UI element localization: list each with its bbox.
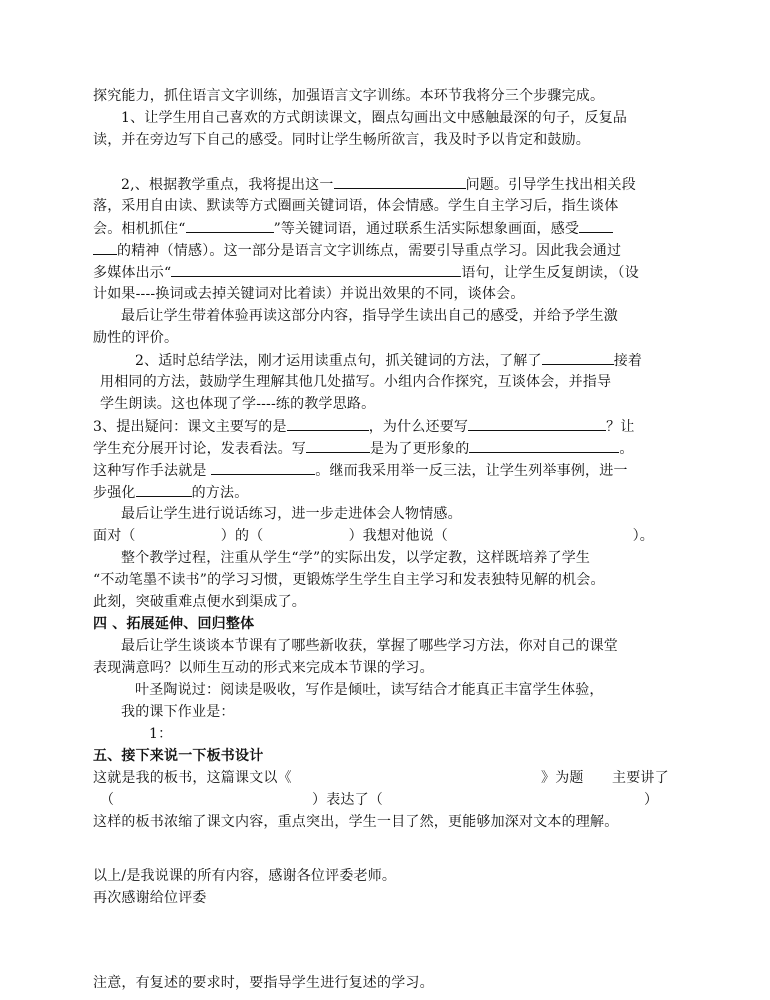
fill-blank[interactable] xyxy=(211,460,315,475)
summary-line1: 整个教学过程，注重从学生“学”的实际出发，以学定教，这样既培养了学生 xyxy=(121,550,591,566)
closing-line2: 再次感谢给位评委 xyxy=(93,890,207,906)
section5-text: 这就是我的板书，这篇课文以《 xyxy=(93,770,292,786)
step4-text: 3、提出疑问：课文主要写的是 xyxy=(93,419,287,435)
step3-line3: 学生朗读。这也体现了学----练的教学思路。 xyxy=(100,396,376,412)
step1-line1: 1、让学生用自己喜欢的方式朗读课文，圈点勾画出文中感触最深的句子，反复品 xyxy=(121,110,628,126)
section-heading-4: 四 、拓展延伸、回归整体 xyxy=(93,616,255,632)
fill-blank[interactable] xyxy=(469,438,619,453)
section4-line5: 1： xyxy=(149,726,173,742)
section5-line2 xyxy=(100,790,660,810)
step3-line2: 用相同的方法，鼓励学生理解其他几处描写。小组内合作探究，互谈体会，并指导 xyxy=(100,374,612,390)
section4-line2: 表现满意吗？以师生互动的形式来完成本节课的学习。 xyxy=(93,660,434,676)
section-heading-5: 五、接下来说一下板书设计 xyxy=(93,748,264,764)
fill-blank[interactable] xyxy=(468,416,606,431)
step4-line1 xyxy=(93,416,635,437)
step2-text: 问题。引导学生找出相关段 xyxy=(465,177,636,193)
step2-line4 xyxy=(93,240,621,261)
section5-line3: 这样的板书浓缩了课文内容，重点突出，学生一目了然，更能够加深对文本的理解。 xyxy=(93,814,619,830)
step3-text: 接着 xyxy=(613,353,643,369)
fill-blank[interactable] xyxy=(287,416,369,431)
step1-line2: 读，并在旁边写下自己的感受。同时让学生畅所欲言，我及时予以肯定和鼓励。 xyxy=(93,132,590,148)
summary-line3: 此刻，突破重难点便水到渠成了。 xyxy=(93,594,306,610)
paragraph-intro: 探究能力，抓住语言文字训练，加强语言文字训练。本环节我将分三个步骤完成。 xyxy=(93,88,605,104)
fill-blank[interactable] xyxy=(171,262,461,277)
step2-line7: 最后让学生带着体验再读这部分内容，指导学生读出自己的感受，并给予学生激 xyxy=(121,308,618,324)
step3-line1 xyxy=(135,350,642,371)
step4-line5: 最后让学生进行说话练习，进一步走进体会人物情感。 xyxy=(121,506,462,522)
step2-line5 xyxy=(93,262,639,283)
fill-blank[interactable] xyxy=(334,174,466,189)
section5-text: 》为题 主要讲了 xyxy=(541,770,669,786)
step4-text: 的方法。 xyxy=(191,485,249,501)
step3-text: 2、适时总结学法，刚才运用读重点句，抓关键词的方法，了解了 xyxy=(135,353,542,369)
step4-text: 是为了更形象的 xyxy=(370,441,470,457)
step2-line2: 落，采用自由读、默读等方式圈画关键词语，体会情感。学生自主学习后，指生谈体 xyxy=(93,198,619,214)
section5-text: ） xyxy=(644,792,659,808)
step2-text: 2,、根据教学重点，我将提出这一 xyxy=(121,177,334,193)
step4-text: 这种写作手法就是 xyxy=(93,463,212,479)
step4-line2 xyxy=(93,438,634,459)
section4-line4: 我的课下作业是： xyxy=(121,704,235,720)
step2-line1 xyxy=(121,174,636,195)
step4-text: 步强化 xyxy=(93,485,136,501)
step2-text: ”等关键词语，通过联系生活实际想象画面，感受 xyxy=(273,221,580,237)
section4-line3: 叶圣陶说过：阅读是吸收，写作是倾吐，读写结合才能真正丰富学生体验， xyxy=(135,682,604,698)
step2-text: 会。相机抓住“ xyxy=(93,221,186,237)
fill-blank[interactable] xyxy=(542,350,614,365)
section5-text: ）表达了（ xyxy=(312,792,383,808)
step4-line4 xyxy=(93,482,248,503)
fill-blank[interactable] xyxy=(136,482,192,497)
step4-line6: 面对（ ）的（ ）我想对他说（ ）。 xyxy=(93,528,654,544)
step4-line3 xyxy=(93,460,628,481)
step2-line3 xyxy=(93,218,613,239)
step2-text: 语句，让学生反复朗读，（设 xyxy=(461,265,639,281)
step4-text: 。 xyxy=(619,441,634,457)
step4-text: ？让 xyxy=(606,419,635,435)
note-line: 注意，有复述的要求时，要指导学生进行复述的学习。 xyxy=(93,975,434,991)
section4-line1: 最后让学生谈谈本节课有了哪些新收获，掌握了哪些学习方法，你对自己的课堂 xyxy=(121,638,618,654)
step4-text: 学生充分展开讨论，发表看法。写 xyxy=(93,441,306,457)
step2-line6: 计如果----换词或去掉关键词对比着读）并说出效果的不同，谈体会。 xyxy=(93,286,525,302)
section5-line1 xyxy=(93,768,677,788)
step4-text: 。继而我采用举一反三法，让学生列举事例，进一 xyxy=(315,463,628,479)
fill-blank[interactable] xyxy=(186,218,274,233)
section5-text: （ xyxy=(100,792,115,808)
fill-blank[interactable] xyxy=(579,218,613,233)
step4-text: ，为什么还要写 xyxy=(368,419,469,435)
step2-text: 的精神（情感）。这一部分是语言文字训练点，需要引导重点学习。因此我会通过 xyxy=(117,243,622,259)
step2-line8: 励性的评价。 xyxy=(93,330,179,346)
summary-line2: “不动笔墨不读书”的学习习惯，更锻炼学生学生自主学习和发表独特见解的机会。 xyxy=(93,572,605,588)
step2-text: 多媒体出示“ xyxy=(93,265,172,281)
closing-line1: 以上/是我说课的所有内容，感谢各位评委老师。 xyxy=(93,868,397,884)
fill-blank[interactable] xyxy=(93,240,117,255)
fill-blank[interactable] xyxy=(306,438,370,453)
